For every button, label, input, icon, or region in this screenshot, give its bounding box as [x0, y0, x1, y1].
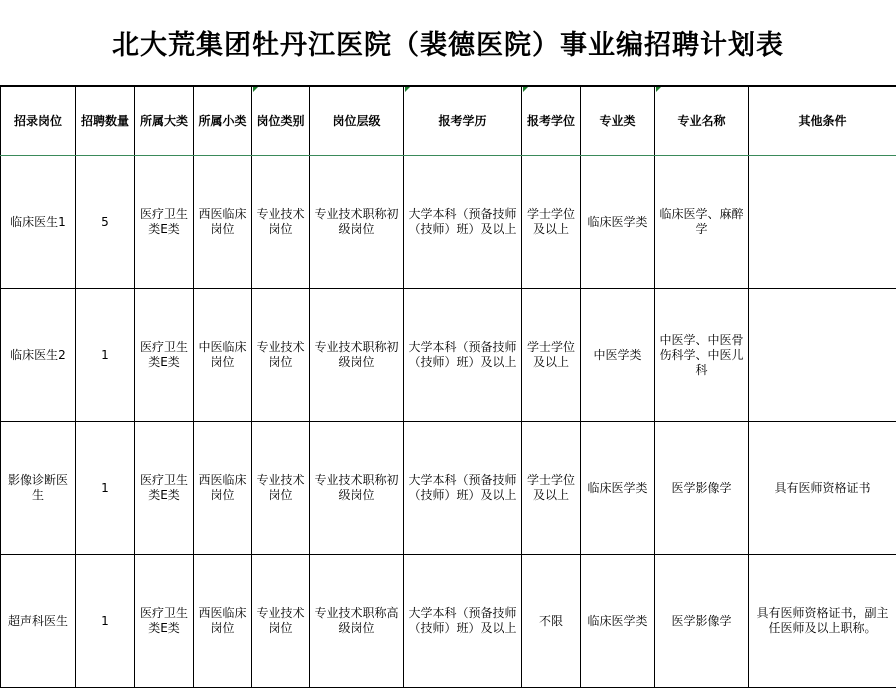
cell-minor-category: 西医临床岗位	[194, 156, 252, 289]
table-row	[1, 555, 896, 688]
header-major-category: 所属大类	[135, 87, 194, 156]
comment-marker	[253, 87, 258, 92]
cell-minor-category: 西医临床岗位	[194, 555, 252, 688]
cell-discipline: 临床医学类	[581, 156, 655, 289]
cell-position: 临床医生1	[1, 156, 76, 289]
cell-position: 临床医生2	[1, 289, 76, 422]
cell-post-type: 专业技术岗位	[252, 422, 310, 555]
cell-major-name: 医学影像学	[655, 422, 749, 555]
cell-discipline: 临床医学类	[581, 555, 655, 688]
table-header-row	[1, 87, 896, 156]
comment-marker	[405, 87, 410, 92]
header-other: 其他条件	[749, 87, 896, 156]
cell-post-level: 专业技术职称初级岗位	[310, 422, 404, 555]
cell-degree: 学士学位及以上	[522, 289, 581, 422]
cell-count: 1	[76, 555, 135, 688]
table-row	[1, 289, 896, 422]
cell-education: 大学本科（预备技师（技师）班）及以上	[404, 156, 522, 289]
cell-post-type: 专业技术岗位	[252, 555, 310, 688]
cell-count: 1	[76, 422, 135, 555]
cell-degree: 学士学位及以上	[522, 422, 581, 555]
cell-other	[749, 289, 896, 422]
comment-marker	[523, 87, 528, 92]
header-discipline: 专业类	[581, 87, 655, 156]
comment-marker	[656, 87, 661, 92]
cell-post-type: 专业技术岗位	[252, 156, 310, 289]
header-position: 招录岗位	[1, 87, 76, 156]
cell-major-category: 医疗卫生类E类	[135, 289, 194, 422]
cell-major-category: 医疗卫生类E类	[135, 555, 194, 688]
cell-education: 大学本科（预备技师（技师）班）及以上	[404, 555, 522, 688]
cell-discipline: 中医学类	[581, 289, 655, 422]
table-row	[1, 422, 896, 555]
cell-major-category: 医疗卫生类E类	[135, 156, 194, 289]
header-minor-category: 所属小类	[194, 87, 252, 156]
header-degree: 报考学位	[522, 87, 581, 156]
cell-major-name: 医学影像学	[655, 555, 749, 688]
cell-position: 超声科医生	[1, 555, 76, 688]
header-major-name: 专业名称	[655, 87, 749, 156]
recruitment-plan-table	[0, 86, 896, 688]
cell-minor-category: 中医临床岗位	[194, 289, 252, 422]
header-post-level: 岗位层级	[310, 87, 404, 156]
header-post-type: 岗位类别	[252, 87, 310, 156]
cell-post-level: 专业技术职称初级岗位	[310, 289, 404, 422]
cell-major-category: 医疗卫生类E类	[135, 422, 194, 555]
cell-count: 1	[76, 289, 135, 422]
cell-post-level: 专业技术职称高级岗位	[310, 555, 404, 688]
cell-count: 5	[76, 156, 135, 289]
cell-degree: 学士学位及以上	[522, 156, 581, 289]
header-count: 招聘数量	[76, 87, 135, 156]
cell-other: 具有医师资格证书，副主任医师及以上职称。	[749, 555, 896, 688]
cell-major-name: 中医学、中医骨伤科学、中医儿科	[655, 289, 749, 422]
page-title: 北大荒集团牡丹江医院（裴德医院）事业编招聘计划表	[0, 0, 896, 86]
header-education: 报考学历	[404, 87, 522, 156]
cell-degree: 不限	[522, 555, 581, 688]
cell-discipline: 临床医学类	[581, 422, 655, 555]
cell-position: 影像诊断医生	[1, 422, 76, 555]
cell-minor-category: 西医临床岗位	[194, 422, 252, 555]
cell-major-name: 临床医学、麻醉学	[655, 156, 749, 289]
cell-education: 大学本科（预备技师（技师）班）及以上	[404, 422, 522, 555]
cell-other	[749, 156, 896, 289]
cell-education: 大学本科（预备技师（技师）班）及以上	[404, 289, 522, 422]
cell-other: 具有医师资格证书	[749, 422, 896, 555]
cell-post-level: 专业技术职称初级岗位	[310, 156, 404, 289]
cell-post-type: 专业技术岗位	[252, 289, 310, 422]
table-row	[1, 156, 896, 289]
